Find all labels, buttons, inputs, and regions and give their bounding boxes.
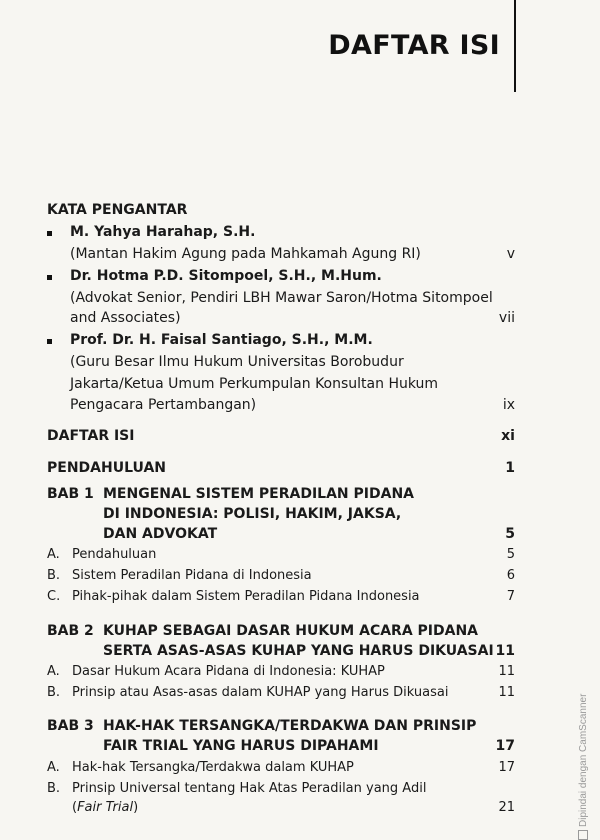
section-letter: C. <box>47 589 61 604</box>
header-rule <box>514 0 516 92</box>
page-number: 17 <box>498 760 515 775</box>
contributor-name: M. Yahya Harahap, S.H. <box>70 224 256 240</box>
section-title: Sistem Peradilan Pidana di Indonesia <box>72 568 312 583</box>
page-number: 1 <box>505 460 515 476</box>
section-letter: B. <box>47 568 61 583</box>
contributor-desc: (Guru Besar Ilmu Hukum Universitas Borobudur <box>70 354 404 370</box>
page-number: 7 <box>506 589 515 604</box>
toc-entry-pendahuluan: PENDAHULUAN <box>47 460 166 476</box>
section-letter: A. <box>47 547 60 562</box>
watermark-text: Dipindai dengan CamScanner <box>578 693 589 827</box>
fair-trial-italic: Fair Trial <box>77 800 134 815</box>
section-title: Prinsip atau Asas-asas dalam KUHAP yang Harus Dikuasai <box>72 685 449 700</box>
page-number: 11 <box>498 685 515 700</box>
section-title: Dasar Hukum Acara Pidana di Indonesia: KUHAP <box>72 664 385 679</box>
bullet-icon <box>47 339 52 344</box>
page-number: 5 <box>506 547 515 562</box>
page-number: 6 <box>506 568 515 583</box>
chapter-title: SERTA ASAS-ASAS KUHAP YANG HARUS DIKUASAI <box>103 643 494 659</box>
page-number: 21 <box>498 800 515 815</box>
page-number: 17 <box>495 738 515 754</box>
contributor-name: Dr. Hotma P.D. Sitompoel, S.H., M.Hum. <box>70 268 382 284</box>
section-title: Hak-hak Tersangka/Terdakwa dalam KUHAP <box>72 760 354 775</box>
section-letter: B. <box>47 781 61 796</box>
section-letter: A. <box>47 760 60 775</box>
section-title-continued: (Fair Trial) <box>72 800 139 815</box>
section-title: Prinsip Universal tentang Hak Atas Peradilan yang Adil <box>72 781 427 796</box>
chapter-title: FAIR TRIAL YANG HARUS DIPAHAMI <box>103 738 379 754</box>
camscanner-watermark <box>578 694 589 840</box>
page-number: 11 <box>495 643 515 659</box>
contributor-desc: and Associates) <box>70 310 181 326</box>
chapter-number: BAB 2 <box>47 623 94 639</box>
section-title: Pihak-pihak dalam Sistem Peradilan Pidana Indonesia <box>72 589 420 604</box>
contributor-name: Prof. Dr. H. Faisal Santiago, S.H., M.M. <box>70 332 373 348</box>
chapter-title: HAK-HAK TERSANGKA/TERDAKWA DAN PRINSIP <box>103 718 477 734</box>
section-title: Pendahuluan <box>72 547 157 562</box>
chapter-title: DAN ADVOKAT <box>103 526 218 542</box>
page-number: ix <box>502 397 515 413</box>
chapter-title: DI INDONESIA: POLISI, HAKIM, JAKSA, <box>103 506 402 522</box>
page-number: vii <box>498 310 515 326</box>
kata-pengantar-heading: KATA PENGANTAR <box>47 202 188 218</box>
section-letter: B. <box>47 685 61 700</box>
chapter-number: BAB 3 <box>47 718 94 734</box>
chapter-number: BAB 1 <box>47 486 94 502</box>
page-number: 5 <box>505 526 515 542</box>
contributor-desc: (Mantan Hakim Agung pada Mahkamah Agung RI) <box>70 246 421 262</box>
bullet-icon <box>47 231 52 236</box>
section-letter: A. <box>47 664 60 679</box>
page-number: v <box>506 246 515 262</box>
contributor-desc: (Advokat Senior, Pendiri LBH Mawar Saron/Hotma Sitompoel <box>70 290 493 306</box>
bullet-icon <box>47 275 52 280</box>
toc-entry-daftar-isi: DAFTAR ISI <box>47 428 135 444</box>
contributor-desc: Jakarta/Ketua Umum Perkumpulan Konsultan Hukum <box>70 376 439 392</box>
page-number: xi <box>501 428 515 444</box>
page-number: 11 <box>498 664 515 679</box>
page-title: DAFTAR ISI <box>328 30 500 61</box>
chapter-title: KUHAP SEBAGAI DASAR HUKUM ACARA PIDANA <box>103 623 479 639</box>
contributor-desc: Pengacara Pertambangan) <box>70 397 257 413</box>
chapter-title: MENGENAL SISTEM PERADILAN PIDANA <box>103 486 415 502</box>
